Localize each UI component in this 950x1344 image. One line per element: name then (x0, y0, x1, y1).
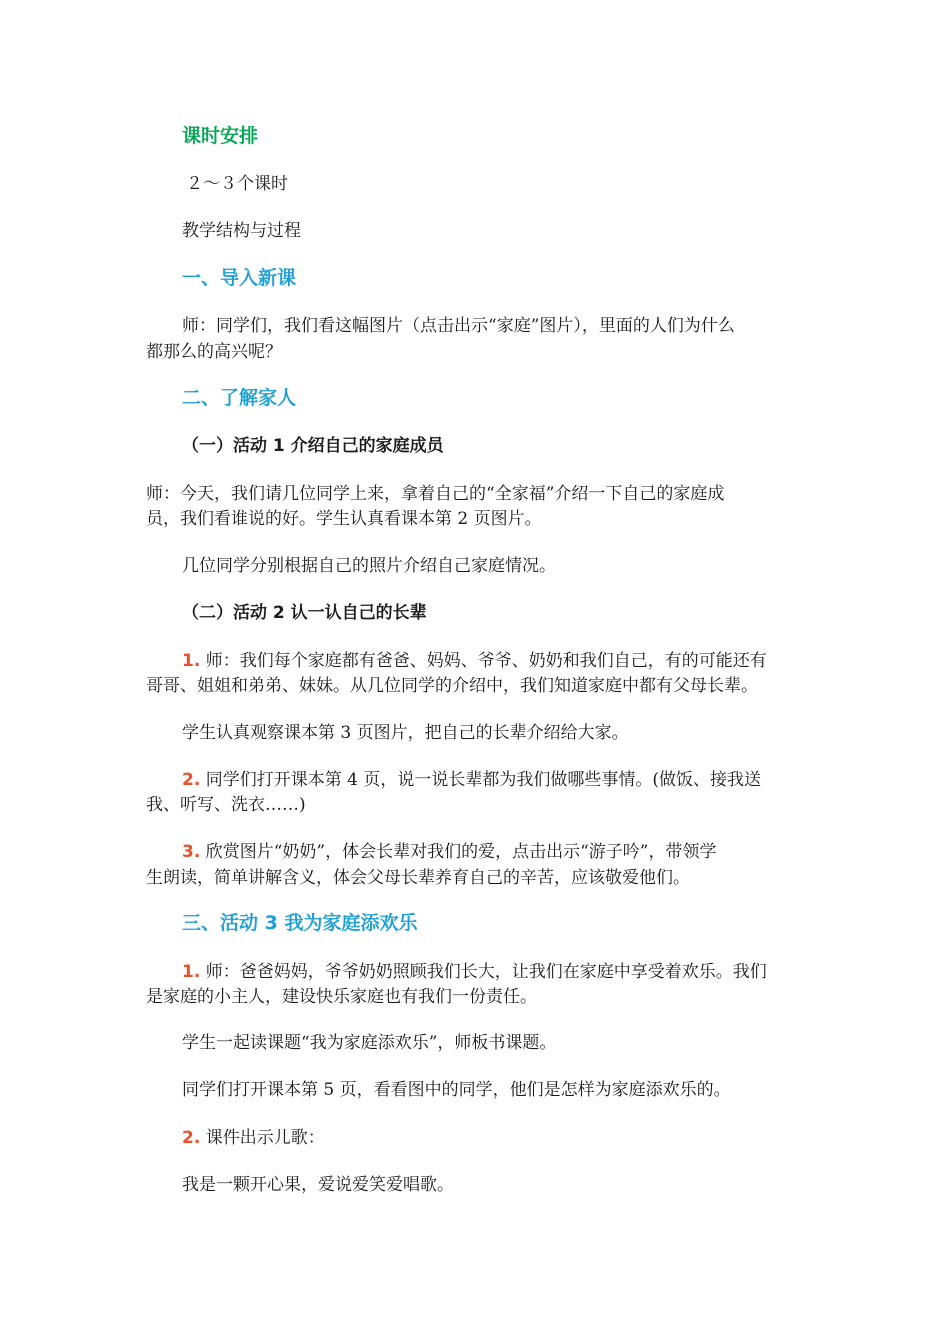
item-text: 师：爸爸妈妈，爷爷奶奶照顾我们长大，让我们在家庭中享受着欢乐。我们 (200, 962, 767, 982)
activity2-heading: （二）活动 2 认一认自己的长辈 (182, 603, 427, 623)
activity2-item1-line2: 哥哥、姐姐和弟弟、妹妹。从几位同学的介绍中，我们知道家庭中都有父母长辈。 (146, 676, 758, 696)
activity2-item2-line1 (182, 768, 761, 792)
activity1-students-paragraph: 几位同学分别根据自己的照片介绍自己家庭情况。 (182, 556, 556, 576)
activity2-observe-paragraph: 学生认真观察课本第 3 页图片，把自己的长辈介绍给大家。 (182, 723, 629, 743)
activity3-item2 (182, 1126, 325, 1150)
section-heading-schedule: 课时安排 (182, 125, 259, 147)
schedule-hours: ２～３个课时 (186, 174, 288, 194)
section-heading-family: 二、了解家人 (182, 387, 297, 409)
activity2-item3-line2: 生朗读，简单讲解含义，体会父母长辈养育自己的辛苦，应该敬爱他们。 (146, 868, 690, 888)
section-heading-activity3: 三、活动 3 我为家庭添欢乐 (182, 912, 418, 934)
item-text: 课件出示儿歌： (200, 1128, 325, 1148)
activity1-paragraph-line2: 员，我们看谁说的好。学生认真看课本第 2 页图片。 (146, 509, 542, 529)
item-text: 师：我们每个家庭都有爸爸、妈妈、爷爷、奶奶和我们自己，有的可能还有 (200, 651, 767, 671)
item-number: 2. (182, 770, 201, 790)
item-text: 同学们打开课本第 4 页，说一说长辈都为我们做哪些事情。(做饭、接我送 (200, 770, 761, 790)
activity2-item2-line2: 我、听写、洗衣……) (146, 795, 306, 815)
activity3-item1-line1 (182, 960, 767, 984)
intro-paragraph-line2: 都那么的高兴呢？ (146, 342, 282, 362)
item-number: 1. (182, 651, 201, 671)
activity2-item3-line1 (182, 840, 716, 864)
item-number: 3. (182, 842, 201, 862)
activity1-heading: （一）活动 1 介绍自己的家庭成员 (182, 436, 444, 456)
item-text: 欣赏图片“奶奶”，体会长辈对我们的爱，点击出示“游子吟”，带领学 (200, 842, 717, 862)
song-line: 我是一颗开心果，爱说爱笑爱唱歌。 (182, 1175, 454, 1195)
section-heading-intro: 一、导入新课 (182, 267, 297, 289)
structure-label: 教学结构与过程 (182, 221, 301, 241)
intro-paragraph-line1: 师：同学们，我们看这幅图片（点击出示“家庭”图片），里面的人们为什么 (182, 316, 735, 336)
activity3-read-paragraph: 学生一起读课题“我为家庭添欢乐”，师板书课题。 (182, 1033, 557, 1053)
item-number: 2. (182, 1128, 201, 1148)
activity2-item1-line1 (182, 649, 767, 673)
activity3-open-paragraph: 同学们打开课本第 5 页，看看图中的同学，他们是怎样为家庭添欢乐的。 (182, 1080, 731, 1100)
activity3-item1-line2: 是家庭的小主人，建设快乐家庭也有我们一份责任。 (146, 987, 537, 1007)
item-number: 1. (182, 962, 201, 982)
activity1-paragraph-line1: 师：今天，我们请几位同学上来，拿着自己的“全家福”介绍一下自己的家庭成 (146, 484, 725, 504)
